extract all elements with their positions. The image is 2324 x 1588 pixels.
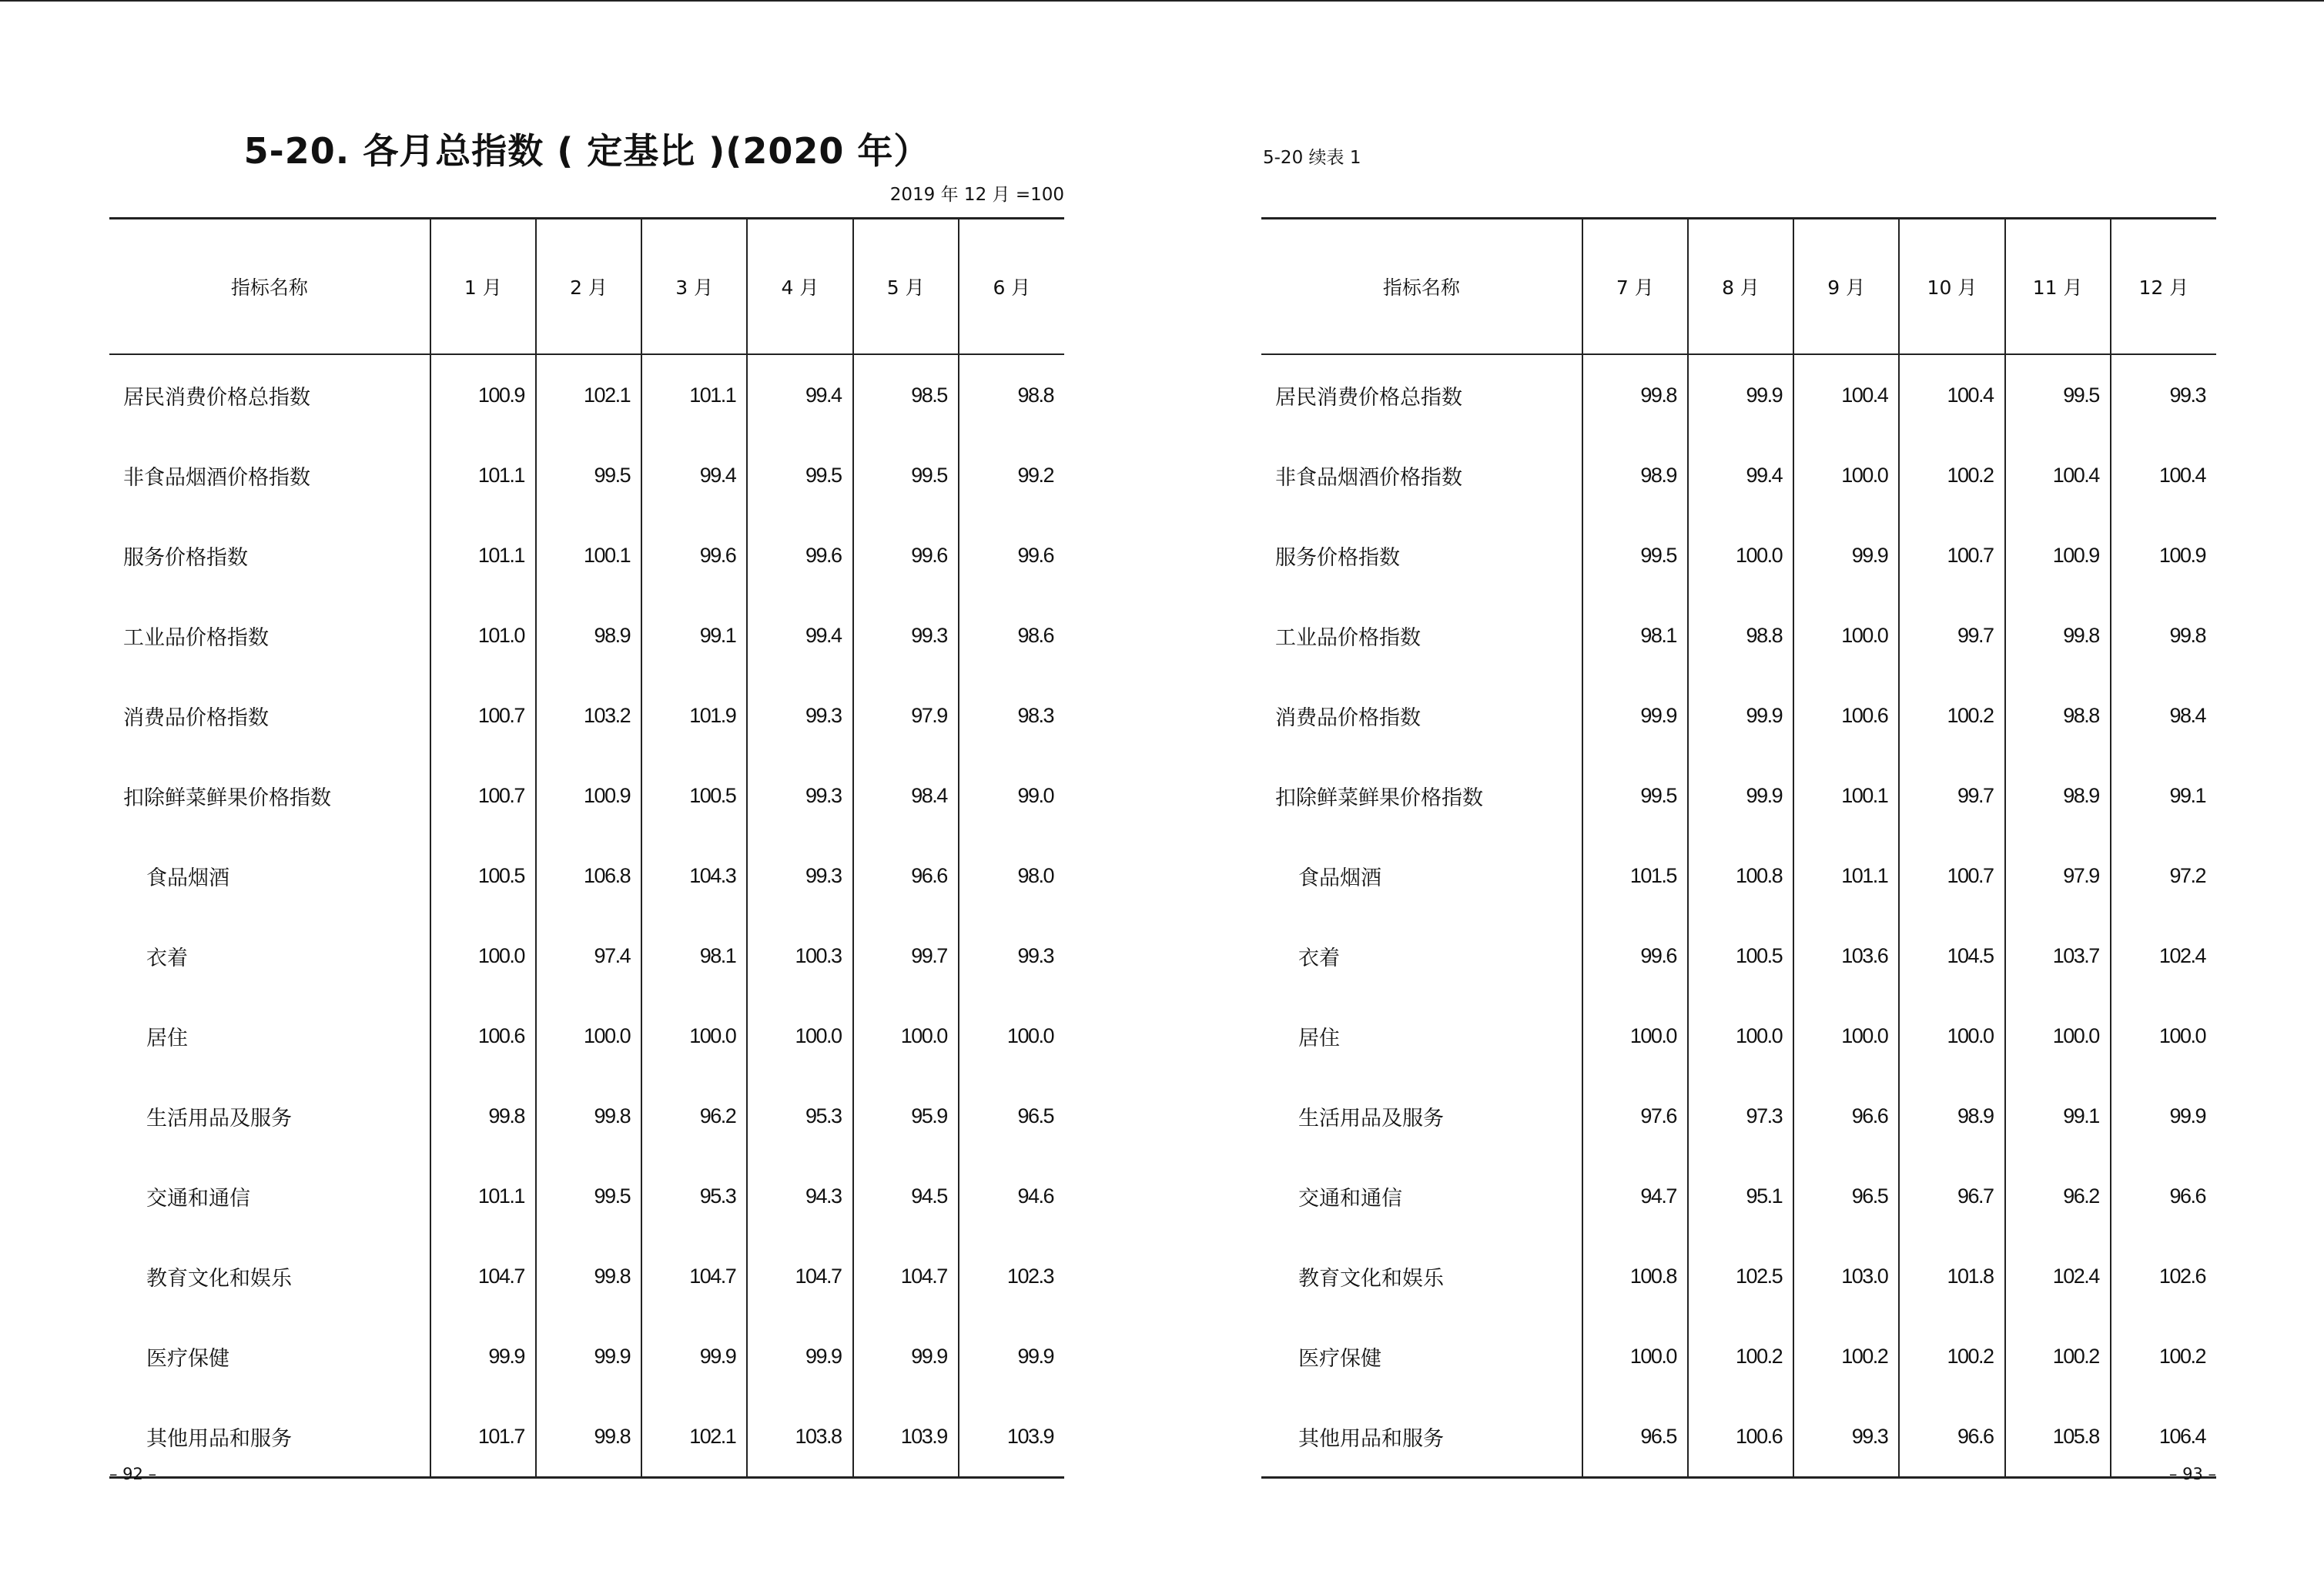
table-row (1261, 1156, 2216, 1236)
index-value-cell: 96.6 (1899, 1396, 2004, 1478)
row-label: 医疗保健 (1298, 1346, 1381, 1371)
index-value-cell: 102.4 (2111, 916, 2216, 996)
index-value-cell: 94.7 (1582, 1156, 1688, 1236)
index-value-cell: 103.8 (747, 1396, 852, 1478)
table-row (1261, 916, 2216, 996)
index-value-cell: 98.8 (2005, 675, 2111, 755)
index-value-cell: 99.4 (747, 595, 852, 675)
index-value-cell: 99.9 (430, 1316, 536, 1396)
row-label: 其他用品和服务 (1298, 1426, 1444, 1451)
table-row (1261, 354, 2216, 435)
index-value-cell: 99.9 (1688, 755, 1793, 836)
index-value-cell: 98.6 (959, 595, 1064, 675)
index-value-cell: 100.8 (1582, 1236, 1688, 1316)
index-value-cell: 98.3 (959, 675, 1064, 755)
index-value-cell: 103.2 (536, 675, 641, 755)
row-label: 扣除鲜菜鲜果价格指数 (1275, 786, 1483, 810)
index-value-cell: 99.9 (1688, 675, 1793, 755)
index-value-cell: 99.6 (959, 515, 1064, 595)
table-row (109, 435, 1064, 515)
index-value-cell: 102.6 (2111, 1236, 2216, 1316)
index-value-cell: 99.3 (2111, 354, 2216, 435)
index-value-cell: 99.6 (853, 515, 959, 595)
index-value-cell: 100.8 (1688, 836, 1793, 916)
index-value-cell: 101.0 (430, 595, 536, 675)
index-value-cell: 100.0 (1582, 996, 1688, 1076)
index-value-cell: 104.7 (430, 1236, 536, 1316)
index-value-cell: 106.4 (2111, 1396, 2216, 1478)
index-value-cell: 96.2 (641, 1076, 747, 1156)
index-value-cell: 99.9 (536, 1316, 641, 1396)
index-value-cell: 99.8 (536, 1236, 641, 1316)
left-page (109, 0, 1064, 1588)
index-value-cell: 99.3 (747, 836, 852, 916)
index-value-cell: 100.0 (1793, 435, 1899, 515)
right-page (1261, 0, 2216, 1588)
index-value-cell: 98.9 (2005, 755, 2111, 836)
row-label: 消费品价格指数 (1275, 705, 1421, 730)
index-value-cell: 99.9 (1582, 675, 1688, 755)
row-label: 居住 (146, 1026, 188, 1050)
column-header-month: 6 月 (959, 219, 1064, 355)
index-value-cell: 100.9 (2111, 515, 2216, 595)
table-row (109, 755, 1064, 836)
index-value-cell: 101.1 (430, 435, 536, 515)
index-value-cell: 98.1 (641, 916, 747, 996)
index-value-cell: 97.9 (853, 675, 959, 755)
index-value-cell: 103.9 (959, 1396, 1064, 1478)
index-value-cell: 100.4 (1899, 354, 2004, 435)
index-value-cell: 99.6 (747, 515, 852, 595)
index-value-cell: 103.9 (853, 1396, 959, 1478)
row-label: 衣着 (1298, 946, 1340, 970)
index-value-cell: 100.0 (1582, 1316, 1688, 1396)
page-number: – 92 – (109, 1465, 157, 1483)
index-value-cell: 102.4 (2005, 1236, 2111, 1316)
index-table-jan-jun (109, 217, 1064, 1479)
index-value-cell: 100.4 (2111, 435, 2216, 515)
index-value-cell: 100.0 (1688, 996, 1793, 1076)
index-value-cell: 100.0 (747, 996, 852, 1076)
table-row (109, 595, 1064, 675)
index-value-cell: 99.0 (959, 755, 1064, 836)
column-header-month: 5 月 (853, 219, 959, 355)
index-value-cell: 101.1 (430, 515, 536, 595)
index-value-cell: 102.3 (959, 1236, 1064, 1316)
index-value-cell: 97.4 (536, 916, 641, 996)
index-value-cell: 99.8 (536, 1076, 641, 1156)
row-label: 医疗保健 (146, 1346, 229, 1371)
row-label: 教育文化和娱乐 (146, 1266, 292, 1291)
index-value-cell: 105.8 (2005, 1396, 2111, 1478)
index-value-cell: 96.7 (1899, 1156, 2004, 1236)
index-value-cell: 99.5 (536, 435, 641, 515)
index-value-cell: 100.7 (1899, 836, 2004, 916)
column-header-indicator: 指标名称 (109, 219, 430, 355)
index-value-cell: 106.8 (536, 836, 641, 916)
index-value-cell: 100.9 (536, 755, 641, 836)
index-value-cell: 100.0 (1688, 515, 1793, 595)
row-label: 生活用品及服务 (1298, 1106, 1444, 1131)
row-label: 衣着 (146, 946, 188, 970)
index-value-cell: 98.8 (1688, 595, 1793, 675)
index-value-cell: 102.1 (536, 354, 641, 435)
index-value-cell: 101.8 (1899, 1236, 2004, 1316)
index-table-jul-dec (1261, 217, 2216, 1479)
index-value-cell: 103.7 (2005, 916, 2111, 996)
table-row (1261, 515, 2216, 595)
row-label: 交通和通信 (1298, 1186, 1402, 1211)
index-value-cell: 99.3 (747, 755, 852, 836)
index-value-cell: 95.1 (1688, 1156, 1793, 1236)
index-value-cell: 101.5 (1582, 836, 1688, 916)
table-row (109, 1316, 1064, 1396)
row-label: 工业品价格指数 (123, 625, 269, 650)
index-value-cell: 99.3 (853, 595, 959, 675)
index-value-cell: 99.8 (536, 1396, 641, 1478)
index-value-cell: 102.1 (641, 1396, 747, 1478)
row-label: 居住 (1298, 1026, 1340, 1050)
index-value-cell: 99.5 (2005, 354, 2111, 435)
row-label: 生活用品及服务 (146, 1106, 292, 1131)
index-value-cell: 100.2 (1688, 1316, 1793, 1396)
column-header-month: 11 月 (2005, 219, 2111, 355)
index-value-cell: 100.0 (1793, 595, 1899, 675)
index-value-cell: 98.0 (959, 836, 1064, 916)
index-value-cell: 103.0 (1793, 1236, 1899, 1316)
index-value-cell: 100.0 (2005, 996, 2111, 1076)
table-row (1261, 996, 2216, 1076)
index-value-cell: 100.2 (1899, 1316, 2004, 1396)
table-row (109, 836, 1064, 916)
index-value-cell: 100.0 (641, 996, 747, 1076)
index-value-cell: 99.7 (853, 916, 959, 996)
index-value-cell: 99.5 (747, 435, 852, 515)
table-body (109, 354, 1064, 1478)
index-value-cell: 98.1 (1582, 595, 1688, 675)
page-number: – 93 – (2168, 1465, 2216, 1483)
index-value-cell: 101.9 (641, 675, 747, 755)
index-value-cell: 99.3 (747, 675, 852, 755)
index-value-cell: 98.9 (1582, 435, 1688, 515)
row-label: 其他用品和服务 (146, 1426, 292, 1451)
index-value-cell: 99.8 (430, 1076, 536, 1156)
index-value-cell: 100.2 (1793, 1316, 1899, 1396)
index-value-cell: 97.2 (2111, 836, 2216, 916)
table-row (1261, 836, 2216, 916)
index-value-cell: 104.7 (641, 1236, 747, 1316)
index-value-cell: 100.6 (1688, 1396, 1793, 1478)
index-value-cell: 99.4 (1688, 435, 1793, 515)
index-value-cell: 100.0 (959, 996, 1064, 1076)
index-value-cell: 94.3 (747, 1156, 852, 1236)
index-value-cell: 94.6 (959, 1156, 1064, 1236)
table-row (109, 1396, 1064, 1478)
index-value-cell: 100.7 (430, 755, 536, 836)
index-value-cell: 99.9 (641, 1316, 747, 1396)
index-value-cell: 100.3 (747, 916, 852, 996)
column-header-month: 1 月 (430, 219, 536, 355)
index-value-cell: 98.4 (2111, 675, 2216, 755)
table-row (109, 675, 1064, 755)
column-header-indicator: 指标名称 (1261, 219, 1582, 355)
table-row (109, 1076, 1064, 1156)
index-value-cell: 97.9 (2005, 836, 2111, 916)
index-value-cell: 100.0 (2111, 996, 2216, 1076)
column-header-month: 2 月 (536, 219, 641, 355)
table-row (1261, 1236, 2216, 1316)
index-value-cell: 96.5 (959, 1076, 1064, 1156)
row-label: 居民消费价格总指数 (123, 385, 310, 410)
index-value-cell: 99.5 (1582, 515, 1688, 595)
index-value-cell: 101.1 (641, 354, 747, 435)
index-value-cell: 100.4 (1793, 354, 1899, 435)
row-label: 交通和通信 (146, 1186, 250, 1211)
index-value-cell: 96.6 (1793, 1076, 1899, 1156)
index-value-cell: 99.5 (1582, 755, 1688, 836)
column-header-month: 12 月 (2111, 219, 2216, 355)
index-value-cell: 99.9 (1793, 515, 1899, 595)
index-value-cell: 98.4 (853, 755, 959, 836)
table-body (1261, 354, 2216, 1478)
index-value-cell: 99.7 (1899, 595, 2004, 675)
index-value-cell: 102.5 (1688, 1236, 1793, 1316)
table-row (109, 1236, 1064, 1316)
table-row (109, 916, 1064, 996)
index-value-cell: 100.1 (1793, 755, 1899, 836)
index-value-cell: 99.2 (959, 435, 1064, 515)
row-label: 居民消费价格总指数 (1275, 385, 1462, 410)
index-value-cell: 100.5 (1688, 916, 1793, 996)
index-value-cell: 99.8 (1582, 354, 1688, 435)
table-row (1261, 1316, 2216, 1396)
index-value-cell: 97.3 (1688, 1076, 1793, 1156)
index-value-cell: 95.9 (853, 1076, 959, 1156)
index-value-cell: 100.7 (430, 675, 536, 755)
index-value-cell: 100.2 (2005, 1316, 2111, 1396)
page-title: 5-20. 各月总指数 ( 定基比 )(2020 年） (243, 130, 930, 172)
index-value-cell: 99.6 (1582, 916, 1688, 996)
index-value-cell: 100.0 (1899, 996, 2004, 1076)
index-value-cell: 100.2 (1899, 435, 2004, 515)
index-value-cell: 101.7 (430, 1396, 536, 1478)
index-value-cell: 99.3 (959, 916, 1064, 996)
index-value-cell: 100.2 (1899, 675, 2004, 755)
index-value-cell: 99.9 (959, 1316, 1064, 1396)
index-value-cell: 94.5 (853, 1156, 959, 1236)
index-value-cell: 96.5 (1582, 1396, 1688, 1478)
index-value-cell: 97.6 (1582, 1076, 1688, 1156)
table-row (109, 515, 1064, 595)
table-row (109, 354, 1064, 435)
index-value-cell: 99.3 (1793, 1396, 1899, 1478)
index-value-cell: 96.6 (2111, 1156, 2216, 1236)
index-value-cell: 99.1 (2111, 755, 2216, 836)
index-value-cell: 98.9 (1899, 1076, 2004, 1156)
index-value-cell: 101.1 (430, 1156, 536, 1236)
index-value-cell: 100.2 (2111, 1316, 2216, 1396)
row-label: 食品烟酒 (1298, 866, 1381, 890)
table-row (1261, 1076, 2216, 1156)
index-value-cell: 96.2 (2005, 1156, 2111, 1236)
index-value-cell: 100.7 (1899, 515, 2004, 595)
index-value-cell: 98.5 (853, 354, 959, 435)
table-row (1261, 755, 2216, 836)
table-row (1261, 595, 2216, 675)
index-value-cell: 100.4 (2005, 435, 2111, 515)
row-label: 工业品价格指数 (1275, 625, 1421, 650)
row-label: 消费品价格指数 (123, 705, 269, 730)
table-row (1261, 1396, 2216, 1478)
row-label: 服务价格指数 (123, 545, 248, 570)
index-value-cell: 104.3 (641, 836, 747, 916)
column-header-month: 4 月 (747, 219, 852, 355)
index-value-cell: 99.9 (747, 1316, 852, 1396)
column-header-month: 7 月 (1582, 219, 1688, 355)
index-value-cell: 100.6 (430, 996, 536, 1076)
table-row (1261, 435, 2216, 515)
row-label: 扣除鲜菜鲜果价格指数 (123, 786, 331, 810)
index-value-cell: 98.8 (959, 354, 1064, 435)
index-value-cell: 95.3 (747, 1076, 852, 1156)
index-value-cell: 104.7 (853, 1236, 959, 1316)
index-value-cell: 100.9 (2005, 515, 2111, 595)
index-value-cell: 100.0 (1793, 996, 1899, 1076)
row-label: 食品烟酒 (146, 866, 229, 890)
index-value-cell: 100.0 (430, 916, 536, 996)
index-value-cell: 100.5 (641, 755, 747, 836)
index-value-cell: 99.1 (2005, 1076, 2111, 1156)
index-value-cell: 96.6 (853, 836, 959, 916)
column-header-month: 10 月 (1899, 219, 2004, 355)
row-label: 服务价格指数 (1275, 545, 1400, 570)
index-value-cell: 99.7 (1899, 755, 2004, 836)
index-value-cell: 99.1 (641, 595, 747, 675)
index-value-cell: 100.6 (1793, 675, 1899, 755)
index-value-cell: 95.3 (641, 1156, 747, 1236)
index-value-cell: 104.7 (747, 1236, 852, 1316)
index-value-cell: 99.6 (641, 515, 747, 595)
index-value-cell: 99.4 (641, 435, 747, 515)
table-row (109, 996, 1064, 1076)
continuation-title: 5-20 续表 1 (1263, 148, 1361, 168)
index-value-cell: 99.5 (853, 435, 959, 515)
table-header-row (109, 219, 1064, 355)
index-value-cell: 100.0 (853, 996, 959, 1076)
table-header-row (1261, 219, 2216, 355)
column-header-month: 8 月 (1688, 219, 1793, 355)
row-label: 非食品烟酒价格指数 (123, 465, 310, 490)
index-value-cell: 99.4 (747, 354, 852, 435)
index-value-cell: 99.5 (536, 1156, 641, 1236)
index-value-cell: 103.6 (1793, 916, 1899, 996)
column-header-month: 9 月 (1793, 219, 1899, 355)
index-value-cell: 99.8 (2005, 595, 2111, 675)
index-value-cell: 104.5 (1899, 916, 2004, 996)
index-value-cell: 101.1 (1793, 836, 1899, 916)
row-label: 非食品烟酒价格指数 (1275, 465, 1462, 490)
index-value-cell: 99.9 (1688, 354, 1793, 435)
index-value-cell: 96.5 (1793, 1156, 1899, 1236)
index-value-cell: 99.8 (2111, 595, 2216, 675)
row-label: 教育文化和娱乐 (1298, 1266, 1444, 1291)
index-value-cell: 100.5 (430, 836, 536, 916)
index-value-cell: 98.9 (536, 595, 641, 675)
table-row (1261, 675, 2216, 755)
base-period-note: 2019 年 12 月 =100 (889, 185, 1064, 205)
table-row (109, 1156, 1064, 1236)
index-value-cell: 99.9 (853, 1316, 959, 1396)
index-value-cell: 100.9 (430, 354, 536, 435)
index-value-cell: 100.1 (536, 515, 641, 595)
index-value-cell: 99.9 (2111, 1076, 2216, 1156)
column-header-month: 3 月 (641, 219, 747, 355)
index-value-cell: 100.0 (536, 996, 641, 1076)
